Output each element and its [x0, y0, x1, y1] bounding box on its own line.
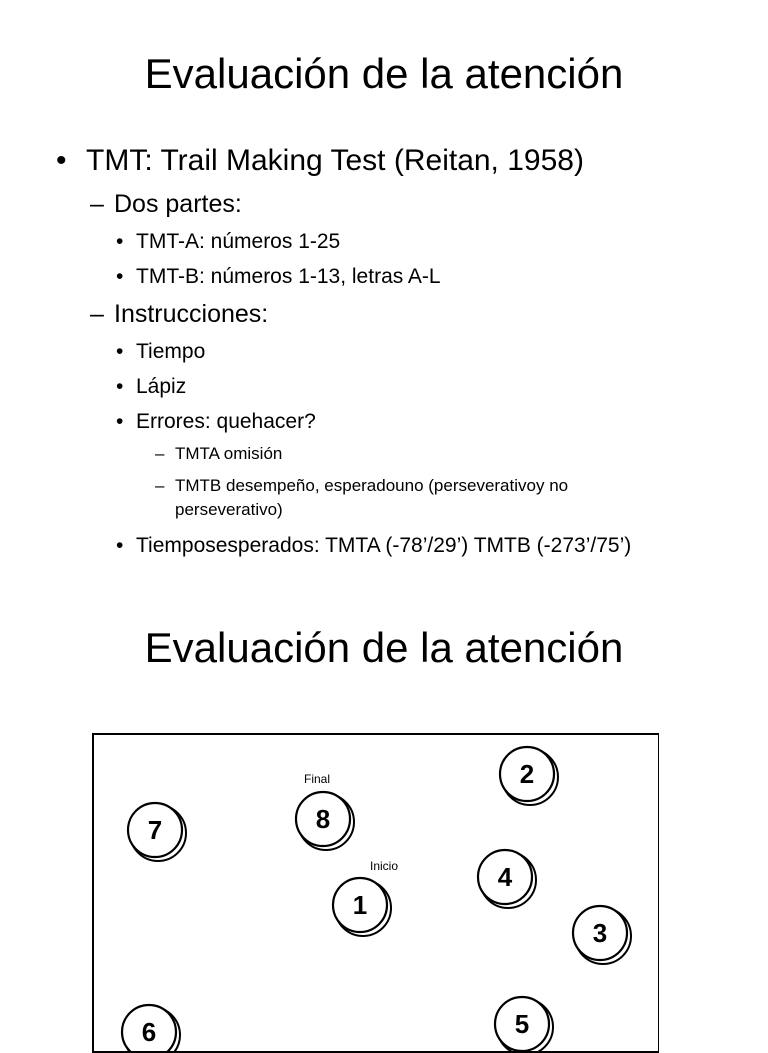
- bullet-marker: •: [116, 340, 124, 363]
- trail-making-figure: [92, 733, 659, 1053]
- node-2-label: 2: [519, 759, 535, 789]
- bullet-item-continuation: perseverativo): [175, 500, 283, 519]
- slide-2-title: Evaluación de la atención: [144, 624, 624, 671]
- bullet-item: Errores: quehacer?: [136, 410, 316, 433]
- bullet-marker: •: [116, 230, 124, 253]
- bullet-item: TMTA omisión: [175, 444, 283, 463]
- node-5: [495, 997, 553, 1053]
- node-1-label: 1: [352, 890, 368, 920]
- dash-marker: –: [90, 190, 104, 218]
- bullet-marker: •: [116, 534, 124, 557]
- node-7: [128, 803, 186, 861]
- node-3: [573, 906, 631, 964]
- bullet-item: TMT-A: números 1-25: [136, 230, 341, 253]
- bullet-marker: •: [116, 375, 124, 398]
- bullet-item: Tiempo: [136, 340, 206, 363]
- bullet-marker: •: [116, 410, 124, 433]
- bullet-item: Lápiz: [136, 375, 187, 398]
- dash-marker: –: [155, 476, 165, 495]
- trail-making-diagram: [94, 735, 659, 1053]
- node-1: [333, 878, 391, 936]
- dash-marker: –: [90, 300, 104, 328]
- bullet-item: TMT: Trail Making Test (Reitan, 1958): [86, 144, 584, 177]
- node-6: [122, 1005, 180, 1053]
- node-8: [296, 792, 354, 850]
- dash-marker: –: [155, 444, 165, 463]
- bullet-item: Instrucciones:: [114, 300, 269, 328]
- start-label: Inicio: [370, 859, 399, 873]
- bullet-item: TMT-B: números 1-13, letras A-L: [136, 265, 441, 288]
- final-label: Final: [304, 772, 331, 786]
- node-3-label: 3: [592, 918, 608, 948]
- bullet-item: Dos partes:: [114, 190, 242, 218]
- node-4: [478, 850, 536, 908]
- node-8-label: 8: [315, 804, 331, 834]
- slide-1-title: Evaluación de la atención: [144, 50, 624, 97]
- bullet-item: TMTB desempeño, esperadouno (perseverativoy no: [175, 476, 569, 495]
- node-6-label: 6: [141, 1017, 157, 1047]
- node-4-label: 4: [497, 862, 513, 892]
- bullet-marker: •: [56, 144, 67, 177]
- node-5-label: 5: [514, 1009, 530, 1039]
- node-2: [500, 747, 558, 805]
- node-7-label: 7: [147, 815, 163, 845]
- bullet-item: Tiemposesperados: TMTA (-78’/29’) TMTB (-273’/75’): [136, 534, 632, 557]
- bullet-marker: •: [116, 265, 124, 288]
